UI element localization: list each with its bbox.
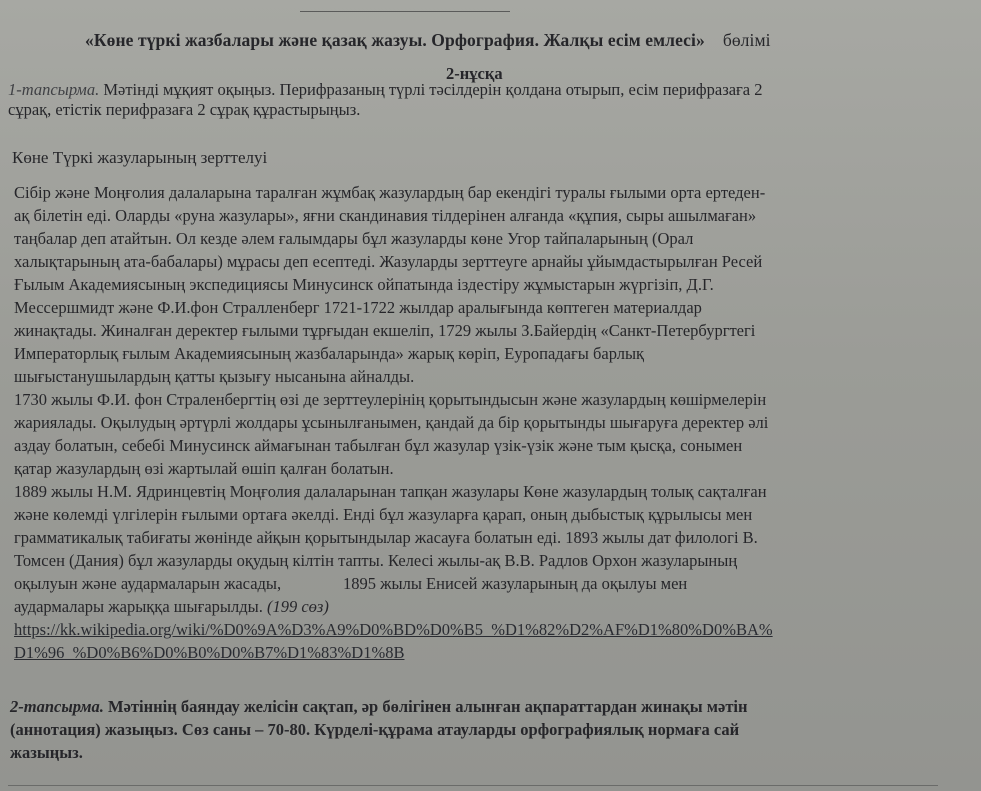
section-title: «Көне түркі жазбалары және қазақ жазуы. Орфография. Жалқы есім емлесі» <box>85 30 705 50</box>
task1-text-line2: сұрақ, етістік перифразаға 2 сұрақ құрастырыңыз. <box>8 100 361 119</box>
text-line: және көлемді үлгілерін ғылыми ортаға әкелді. Енді бұл жазуларға қарап, оның дыбыстық құрылысы мен <box>14 505 753 524</box>
source-link-continued[interactable]: D1%96_%D0%B6%D0%B0%D0%B7%D1%83%D1%8B <box>14 643 405 662</box>
text-line: Мессершмидт және Ф.И.фон Стралленберг 1721-1722 жылдар аралығында көптеген материалдар <box>14 298 702 317</box>
text-line: жариялады. Оқылудың әртүрлі жолдары ұсынылғанымен, қандай да бір қорытынды шығаруға деректер әлі <box>14 413 769 432</box>
task2-text-line1: Мәтіннің баяндау желісін сақтап, әр бөлігінен алынған ақпараттардан жинақы мәтін <box>108 697 748 716</box>
top-rule <box>300 11 510 12</box>
section-header <box>85 30 885 51</box>
text-last-line <box>14 597 329 617</box>
task1-instruction <box>8 80 948 120</box>
text-line: ақ білетін еді. Оларды «руна жазулары», яғни скандинавия тілдерінен алғанда «құпия, сыры ашылмаған» <box>14 206 757 225</box>
text-line: аздау болатын, себебі Минусинск аймағынан табылған бұл жазулар үзік-үзік және тым қысқа, сонымен <box>14 436 743 455</box>
task2-instruction <box>10 695 950 764</box>
task2-label: 2-тапсырма. <box>10 697 104 716</box>
task2-text-line2: (аннотация) жазыңыз. Сөз саны – 70-80. Күрделі-құрама атауларды орфографиялық нормаға сай <box>10 720 740 739</box>
text-line: оқылуын және аудармаларын жасады, 1895 жылы Енисей жазуларының да оқылуы мен <box>14 574 688 593</box>
text-subtitle: Көне Түркі жазуларының зерттелуі <box>12 148 268 167</box>
last-line-text: аудармалары жарыққа шығарылды. <box>14 597 263 616</box>
text-line: халықтарының ата-бабалары) мұрасы деп есептеді. Жазуларды зерттеуге арнайы ұйымдастырылған Ресей <box>14 252 763 271</box>
text-line: қатар жазулардың өзі жартылай өшіп қалған болатын. <box>14 459 394 478</box>
text-line: Томсен (Дания) бұл жазуларды оқудың кілтін тапты. Келесі жылы-ақ В.В. Радлов Орхон жазуларының <box>14 551 738 570</box>
text-line: 1889 жылы Н.М. Ядринцевтің Моңғолия далаларынан тапқан жазулары Көне жазулардың толық сақталған <box>14 482 767 501</box>
task2-text-line3: жазыңыз. <box>10 743 83 762</box>
text-line: Сібір және Моңғолия далаларына таралған жұмбақ жазулардың бар екендігі туралы ғылыми орта ертеден- <box>14 183 766 202</box>
task1-text-line1: Мәтінді мұқият оқыңыз. Перифразаның түрлі тәсілдерін қолдана отырып, есім перифразаға 2 <box>103 80 763 99</box>
text-line: шығыстанушылардың қатты қызығу нысанына айналды. <box>14 367 415 386</box>
text-line: грамматикалық табиғаты жөнінде айқын қорытындылар жасауға болатын еді. 1893 жылы дат филологі В. <box>14 528 758 547</box>
bottom-rule <box>8 785 938 786</box>
task1-label: 1-тапсырма. <box>8 80 100 99</box>
word-count: (199 сөз) <box>266 597 329 616</box>
text-line: таңбалар деп атайтын. Ол кезде әлем ғалымдары бұл жазуларды көне Угор тайпаларының (Орал <box>14 229 694 248</box>
text-line: Императорлық ғылым Академиясының жазбаларында» жарық көріп, Еуропадағы барлық <box>14 344 645 363</box>
section-title-suffix: бөлімі <box>722 30 771 50</box>
text-line: Ғылым Академиясының экспедициясы Минусинск ойпатында іздестіру жұмыстарын жүргізіп, Д.Г. <box>14 275 714 294</box>
variant-label: 2-нұсқа <box>446 64 503 83</box>
source-link[interactable]: https://kk.wikipedia.org/wiki/%D0%9A%D3%A9%D0%BD%D0%B5_%D1%82%D2%AF%D1%80%D0%BA% <box>14 620 773 639</box>
text-line: жинақтады. Жиналған деректер ғылыми тұрғыдан екшеліп, 1729 жылы З.Байердің «Санкт-Петербургтегі <box>14 321 756 340</box>
text-line: 1730 жылы Ф.И. фон Страленбергтің өзі де зерттеулерінің қорытындысын және жазулардың көшірмелерін <box>14 390 767 409</box>
